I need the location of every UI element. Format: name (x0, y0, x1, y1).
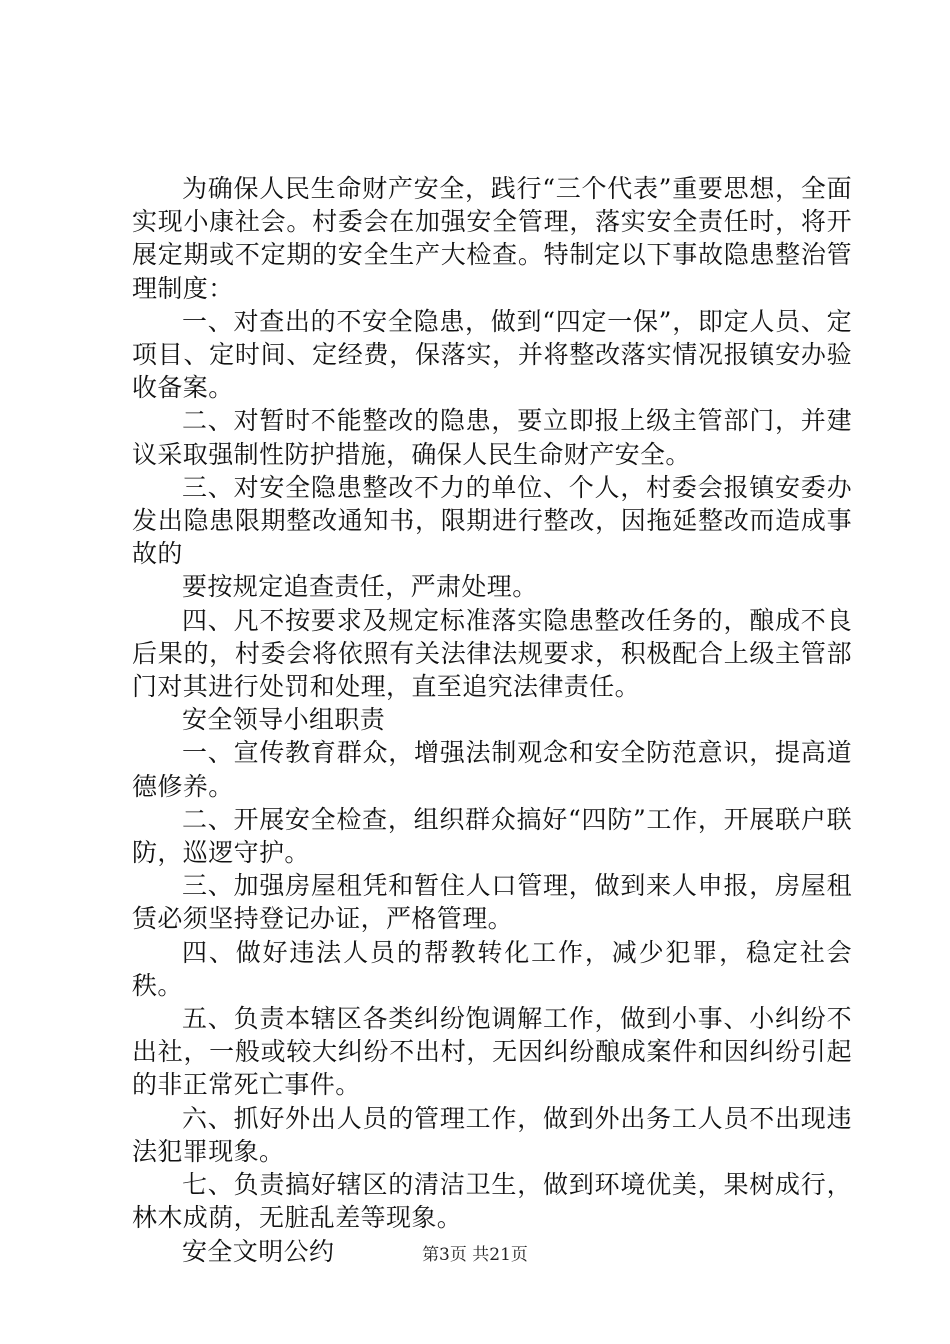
duty-item-7: 七、负责搞好辖区的清洁卫生，做到环境优美，果树成行，林木成荫，无脏乱差等现象。 (132, 1170, 852, 1233)
section-heading-civility-pact: 安全文明公约 (182, 1236, 335, 1266)
paragraph-item-4: 四、凡不按要求及规定标准落实隐患整改任务的，酿成不良后果的，村委会将依照有关法律法规要求，积极配合上级主管部门对其进行处罚和处理，直至追究法律责任。 (132, 605, 852, 702)
section-heading-leadership-duties: 安全领导小组职责 (182, 705, 386, 735)
page-footer: 第3页 共21页 (422, 1245, 528, 1265)
duty-item-6: 六、抓好外出人员的管理工作，做到外出务工人员不出现违法犯罪现象。 (132, 1103, 852, 1166)
duty-item-1: 一、宣传教育群众，增强法制观念和安全防范意识，提高道德修养。 (132, 738, 852, 801)
duty-item-5: 五、负责本辖区各类纠纷饱调解工作，做到小事、小纠纷不出社，一般或较大纠纷不出村，无因纠纷酿成案件和因纠纷引起的非正常死亡事件。 (132, 1004, 852, 1100)
duty-item-2: 二、开展安全检查，组织群众搞好“四防”工作，开展联户联防，巡逻守护。 (132, 804, 852, 868)
document-body (132, 172, 852, 1268)
duty-item-4: 四、做好违法人员的帮教转化工作，减少犯罪，稳定社会秩。 (132, 937, 852, 1000)
paragraph-item-3: 三、对安全隐患整改不力的单位、个人，村委会报镇安委办发出隐患限期整改通知书，限期进行整改，因拖延整改而造成事故的 (132, 472, 852, 569)
duty-item-3: 三、加强房屋租凭和暂住人口管理，做到来人申报，房屋租赁必须坚持登记办证，严格管理。 (132, 871, 852, 934)
paragraph-item-1: 一、对查出的不安全隐患，做到“四定一保”，即定人员、定项目、定时间、定经费，保落实，并将整改落实情况报镇安办验收备案。 (132, 306, 852, 403)
paragraph-item-2: 二、对暂时不能整改的隐患，要立即报上级主管部门，并建议采取强制性防护措施，确保人民生命财产安全。 (132, 406, 852, 469)
paragraph-item-3-continued: 要按规定追查责任，严肃处理。 (182, 572, 538, 602)
paragraph-intro: 为确保人民生命财产安全，践行“三个代表”重要思想，全面实现小康社会。村委会在加强安全管理，落实安全责任时，将开展定期或不定期的安全生产大检查。特制定以下事故隐患整治管理制度： (132, 174, 852, 303)
